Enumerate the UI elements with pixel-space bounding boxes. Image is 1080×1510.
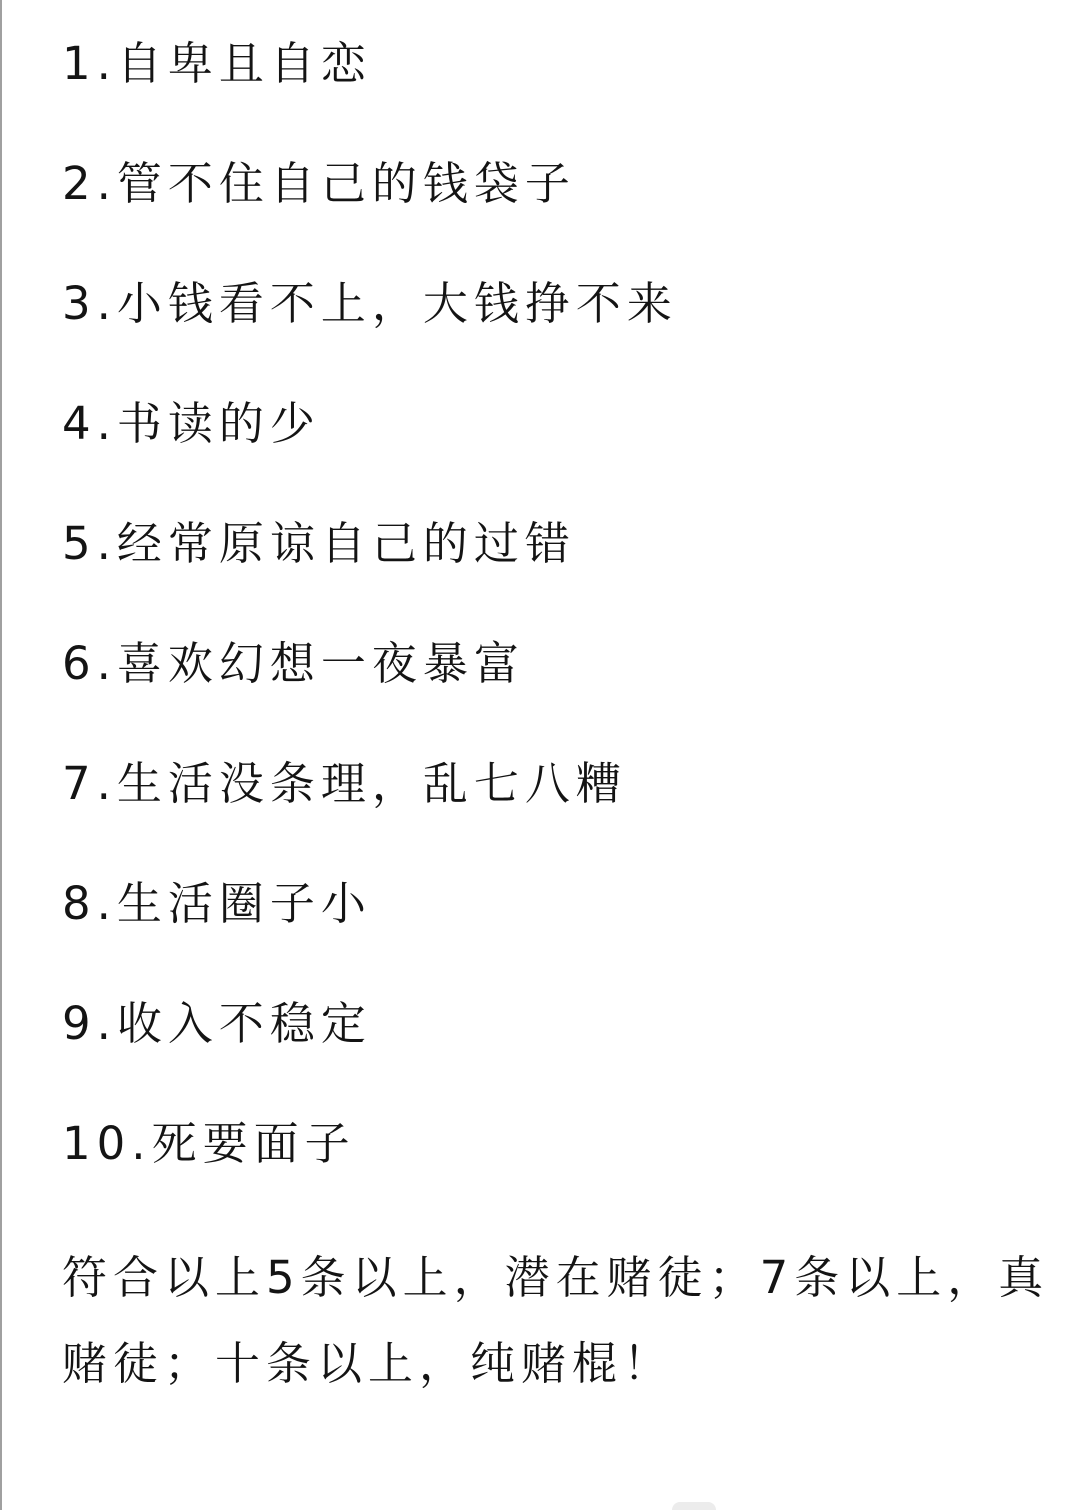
list-item: 7.生活没条理，乱七八糟	[62, 757, 627, 810]
list-item: 1.自卑且自恋	[62, 37, 372, 90]
list-item: 9.收入不稳定	[62, 997, 372, 1050]
list-item: 6.喜欢幻想一夜暴富	[62, 637, 525, 690]
bottom-peek-element	[672, 1502, 716, 1510]
list-item: 10.死要面子	[62, 1117, 356, 1170]
list-item: 8.生活圈子小	[62, 877, 372, 930]
list-item: 5.经常原谅自己的过错	[62, 517, 576, 570]
list-item: 2.管不住自己的钱袋子	[62, 157, 576, 210]
summary-paragraph: 符合以上5条以上，潜在赌徒；7条以上，真赌徒；十条以上，纯赌棍！	[62, 1251, 1050, 1390]
list-item: 4.书读的少	[62, 397, 321, 450]
list-item: 3.小钱看不上，大钱挣不来	[62, 277, 678, 330]
